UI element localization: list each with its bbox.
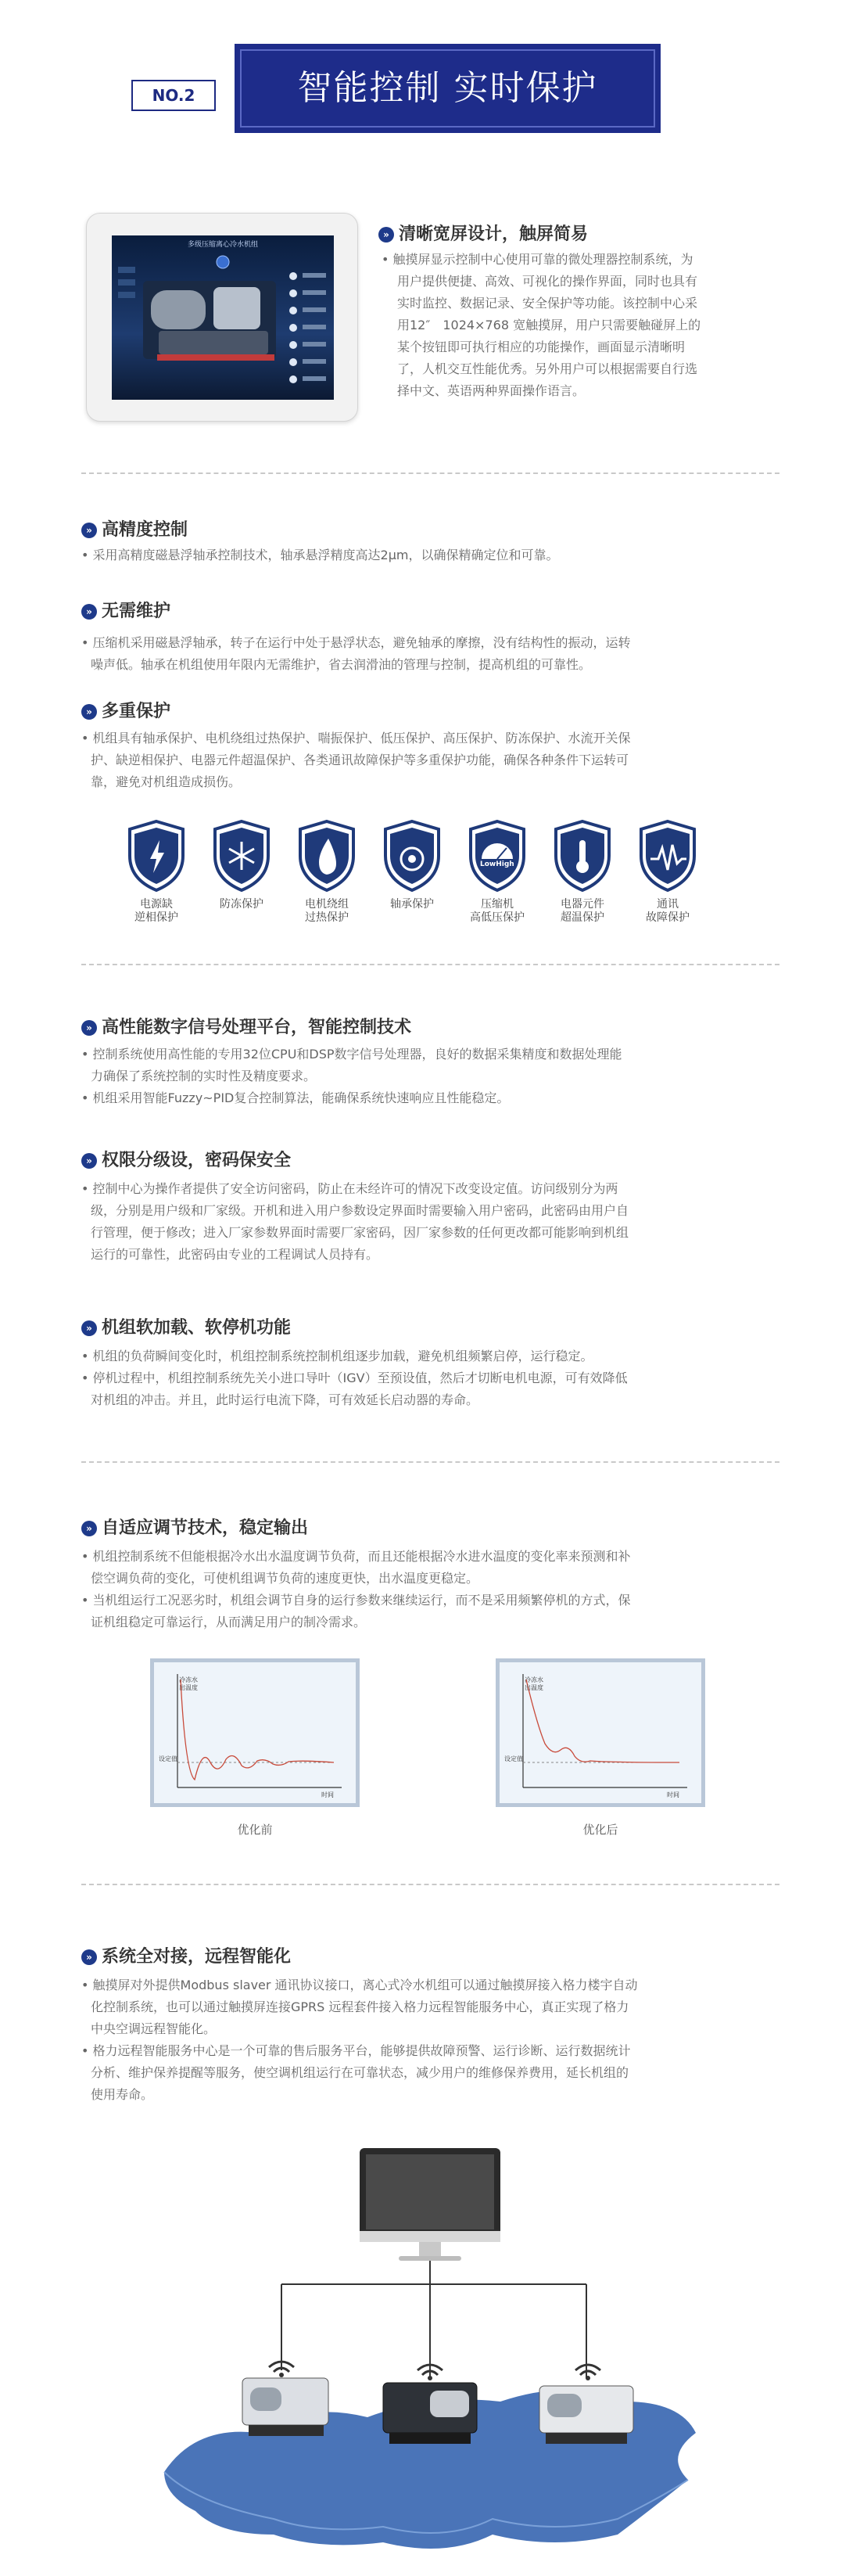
power-phase-shield-icon [125, 818, 188, 893]
s3-line: 噪声低。轴承在机组使用年限内无需维护，省去润滑油的管理与控制，提高机组的可靠性。 [91, 657, 592, 672]
lowhigh-label: LowHigh [480, 860, 514, 868]
s8-heading: » 自适应调节技术，稳定输出 [81, 1514, 308, 1539]
s9-line: 化控制系统，也可以通过触摸屏连接GPRS 远程套件接入格力远程智能服务中心，真正实现了格力 [91, 1999, 629, 2014]
section-title-box [235, 44, 661, 133]
flame-shield-icon [296, 818, 358, 893]
s3-body [81, 632, 779, 676]
s5-line: • 控制系统使用高性能的专用32位CPU和DSP数字信号处理器，良好的数据采集精度和数据处理能 [81, 1047, 622, 1062]
s2-line: • 采用高精度磁悬浮轴承控制技术，轴承悬浮精度高达2μm，以确保精确定位和可靠。 [81, 548, 559, 562]
s8-body [81, 1546, 779, 1633]
shield-label: 压缩机 高低压保护 [470, 898, 525, 924]
shield-label: 防冻保护 [220, 898, 263, 911]
chart-caption: 优化前 [237, 1823, 273, 1837]
wifi-signal-icon [269, 2362, 600, 2375]
s2-body [81, 544, 779, 566]
shield-label: 电源缺 逆相保护 [134, 898, 178, 924]
bullet-arrow-icon: » [81, 1153, 97, 1169]
shield-label: 电器元件 超温保护 [561, 898, 604, 924]
s4-body [81, 728, 779, 793]
chart-setpoint-label: 设定值 [504, 1755, 523, 1762]
s7-body [81, 1345, 779, 1411]
chiller-unit-icon [539, 2386, 633, 2444]
s4-line: 靠，避免对机组造成损伤。 [91, 774, 242, 789]
shield-label: 电机绕组 过热保护 [305, 898, 349, 924]
s8-line: 偿空调负荷的变化，可使机组调节负荷的速度更快，出水温度更稳定。 [91, 1571, 479, 1586]
s9-line: 分析、维护保养提醒等服务，使空调机组运行在可靠状态，减少用户的维修保养费用，延长机组的 [91, 2065, 629, 2080]
s1-line: • 触摸屏显示控制中心使用可靠的微处理器控制系统，为 [382, 252, 693, 267]
bullet-arrow-icon: » [378, 227, 394, 243]
pressure-gauge-shield-icon [466, 818, 529, 893]
s7-heading: » 机组软加载、软停机功能 [81, 1314, 291, 1338]
section-title: 智能控制 实时保护 [297, 68, 598, 108]
section-number-badge: NO.2 [131, 80, 216, 111]
s5-heading: » 高性能数字信号处理平台，智能控制技术 [81, 1014, 411, 1038]
bullet-arrow-icon: » [81, 1521, 97, 1536]
tablet-image [86, 213, 358, 422]
section-divider [81, 1461, 779, 1463]
s6-line: 运行的可靠性，此密码由专业的工程调试人员持有。 [91, 1247, 379, 1262]
section-divider [81, 1884, 779, 1885]
shield-label: 轴承保护 [390, 898, 434, 911]
s7-line: 对机组的冲击。并且，此时运行电流下降，可有效延长启动器的寿命。 [91, 1392, 479, 1407]
bullet-arrow-icon: » [81, 704, 97, 720]
s7-line: • 停机过程中，机组控制系统先关小进口导叶（IGV）至预设值，然后才切断电机电源，可有效降低 [81, 1371, 628, 1385]
bearing-shield-icon [381, 818, 443, 893]
s6-line: • 控制中心为操作者提供了安全访问密码，防止在未经许可的情况下改变设定值。访问级别分为两 [81, 1181, 618, 1196]
section-header [0, 44, 860, 138]
s1-line: 用12″ 1024×768 宽触摸屏，用户只需要触碰屏上的 [397, 318, 701, 332]
bullet-arrow-icon: » [81, 604, 97, 620]
s1-line: 实时监控、数据记录、安全保护等功能。该控制中心采 [397, 296, 698, 311]
s3-line: • 压缩机采用磁悬浮轴承，转子在运行中处于悬浮状态，避免轴承的摩擦，没有结构性的振动，运转 [81, 635, 631, 650]
s8-line: 证机组稳定可靠运行，从而满足用户的制冷需求。 [91, 1615, 367, 1629]
s5-body [81, 1044, 779, 1109]
chiller-unit-icon [383, 2383, 477, 2444]
chart-before-optimization [150, 1658, 360, 1807]
s1-body [382, 249, 780, 402]
s4-heading: » 多重保护 [81, 698, 170, 722]
shield-label: 通讯 故障保护 [646, 898, 690, 924]
s8-line: • 当机组运行工况恶劣时，机组会调节自身的运行参数来继续运行，而不是采用频繁停机的方式，保 [81, 1593, 631, 1608]
chart-ylabel: 冷冻水 出温度 [179, 1676, 198, 1691]
bullet-arrow-icon: » [81, 1949, 97, 1965]
chart-after-optimization [496, 1658, 705, 1807]
chart-setpoint-label: 设定值 [159, 1755, 177, 1762]
s6-heading: » 权限分级设，密码保安全 [81, 1147, 291, 1171]
bullet-arrow-icon: » [81, 523, 97, 538]
s1-line: 某个按钮即可执行相应的功能操作，画面显示清晰明 [397, 340, 686, 354]
s1-line: 用户提供便捷、高效、可视化的操作界面，同时也具有 [397, 274, 698, 289]
s4-line: 护、缺逆相保护、电器元件超温保护、各类通讯故障保护等多重保护功能，确保各种条件下运转可 [91, 753, 629, 767]
s1-line: 了，人机交互性能优秀。另外用户可以根据需要自行选 [397, 361, 698, 376]
monitor-icon [360, 2148, 500, 2261]
s9-heading: » 系统全对接，远程智能化 [81, 1943, 291, 1967]
tablet-screen [112, 235, 334, 400]
chart-caption: 优化后 [582, 1823, 618, 1837]
s5-line: • 机组采用智能Fuzzy~PID复合控制算法，能确保系统快速响应且性能稳定。 [81, 1090, 510, 1105]
s6-line: 行管理，便于修改；进入厂家参数界面时需要厂家密码，因厂家参数的任何更改都可能影响到机组 [91, 1225, 629, 1240]
s3-heading: » 无需维护 [81, 598, 170, 622]
bullet-arrow-icon: » [81, 1020, 97, 1036]
s6-body [81, 1178, 779, 1266]
s8-line: • 机组控制系统不但能根据冷水出水温度调节负荷，而且还能根据冷水进水温度的变化率来预测和补 [81, 1549, 631, 1564]
chart-ylabel: 冷冻水 出温度 [525, 1676, 543, 1691]
chiller-screen-graphic [112, 235, 334, 400]
section-divider [81, 472, 779, 474]
s9-line: 使用寿命。 [91, 2087, 154, 2102]
s5-line: 力确保了系统控制的实时性及精度要求。 [91, 1069, 317, 1083]
remote-network-illustration [149, 2143, 727, 2566]
s1-heading: » 清晰宽屏设计，触屏简易 [378, 221, 588, 245]
chart-xlabel: 时间 [667, 1791, 679, 1798]
chart-xlabel: 时间 [321, 1791, 334, 1798]
s7-line: • 机组的负荷瞬间变化时，机组控制系统控制机组逐步加载，避免机组频繁启停，运行稳定。 [81, 1349, 593, 1363]
signal-wave-shield-icon [636, 818, 699, 893]
s9-body [81, 1974, 779, 2106]
s1-line: 择中文、英语两种界面操作语言。 [397, 383, 586, 398]
s9-line: • 触摸屏对外提供Modbus slaver 通讯协议接口，离心式冷水机组可以通过触摸屏接入格力楼宇自动 [81, 1978, 638, 1992]
s2-heading: » 高精度控制 [81, 516, 188, 541]
bullet-arrow-icon: » [81, 1320, 97, 1336]
s6-line: 级，分别是用户级和厂家级。开机和进入用户参数设定界面时需要输入用户密码，此密码由用户自 [91, 1203, 629, 1218]
s4-line: • 机组具有轴承保护、电机绕组过热保护、喘振保护、低压保护、高压保护、防冻保护、水流开关保 [81, 731, 631, 745]
snowflake-shield-icon [210, 818, 273, 893]
chiller-unit-icon [242, 2378, 328, 2436]
section-divider [81, 964, 779, 965]
screen-title: 多级压缩离心冷水机组 [187, 241, 258, 249]
thermometer-shield-icon [551, 818, 614, 893]
s9-line: • 格力远程智能服务中心是一个可靠的售后服务平台，能够提供故障预警、运行诊断、运行数据统计 [81, 2043, 631, 2058]
s9-line: 中央空调远程智能化。 [91, 2021, 217, 2036]
